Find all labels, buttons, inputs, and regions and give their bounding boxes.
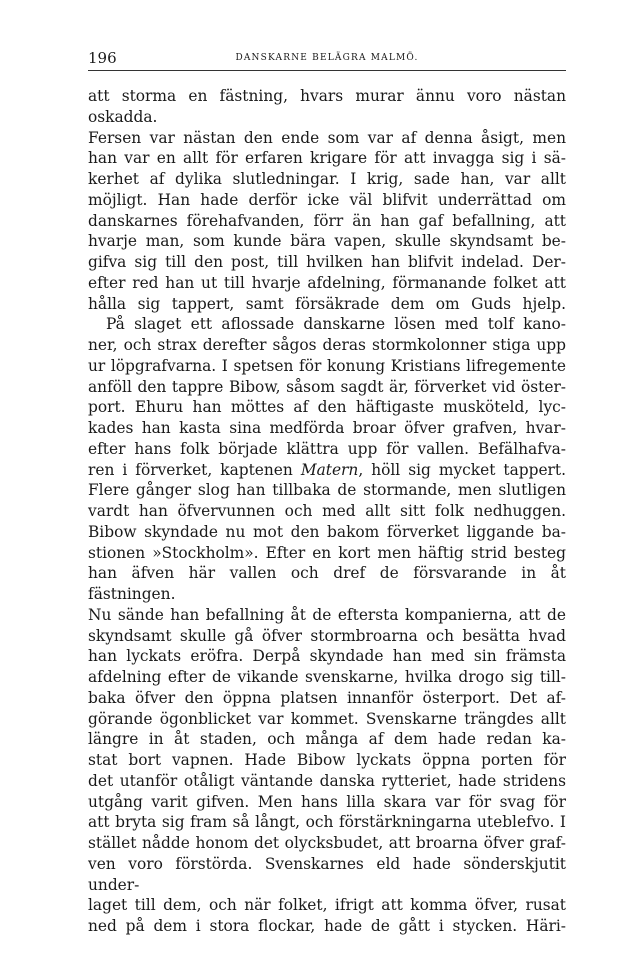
text-line bbox=[88, 294, 566, 315]
line-text: görande ögonblicket var kommet. Svenskarne trängdes allt bbox=[88, 709, 566, 728]
text-line bbox=[88, 439, 566, 460]
text-line bbox=[88, 605, 566, 626]
text-line bbox=[88, 356, 566, 377]
line-text: kades han kasta sina medförda broar öfver grafven, hvar- bbox=[88, 419, 566, 437]
text-line bbox=[88, 397, 566, 418]
line-text: , höll sig mycket tappert. bbox=[358, 460, 566, 479]
line-text: baka öfver den öppna platsen innanför österport. Det af- bbox=[88, 688, 566, 707]
text-line bbox=[88, 833, 566, 854]
line-text: ner, och strax derefter sågos deras stormkolonner stiga upp bbox=[88, 336, 566, 354]
line-text: att bryta sig fram så långt, och förstärkningarna uteblefvo. I bbox=[88, 813, 566, 832]
line-text: vardt han öfvervunnen och med allt sitt folk nedhuggen. bbox=[88, 502, 566, 520]
page-number: 196 bbox=[88, 49, 117, 67]
line-text: efter red han ut till hvarje afdelning, förmanande folket att bbox=[88, 273, 566, 292]
line-text: ned på dem i stora flockar, hade de gått i stycken. Häri- bbox=[88, 917, 566, 935]
text-line bbox=[88, 148, 566, 169]
text-line bbox=[88, 86, 566, 128]
running-head bbox=[88, 48, 566, 71]
line-text: Bibow skyndade nu mot den bakom förverket liggande ba- bbox=[88, 522, 566, 541]
body-text bbox=[88, 86, 566, 937]
line-text: det utanför otåligt väntande danska rytteriet, hade stridens bbox=[88, 771, 566, 790]
line-text: gifva sig till den post, till hvilken han blifvit indelad. Der- bbox=[88, 253, 566, 271]
text-line bbox=[88, 895, 566, 916]
text-line bbox=[88, 169, 566, 190]
book-page bbox=[88, 48, 566, 937]
text-line bbox=[88, 190, 566, 211]
line-text: kerhet af dylika slutledningar. I krig, sade han, var allt bbox=[88, 170, 566, 188]
text-line bbox=[88, 501, 566, 522]
line-text: han var en allt för erfaren krigare för att invagga sig i sä- bbox=[88, 149, 566, 168]
text-line bbox=[88, 314, 566, 335]
line-text: hvarje man, som kunde bära vapen, skulle skyndsamt be- bbox=[88, 232, 566, 251]
text-line bbox=[88, 667, 566, 688]
line-text: möjligt. Han hade derför icke väl blifvit underrättad om bbox=[88, 190, 566, 209]
text-line bbox=[88, 273, 566, 294]
line-text: Fersen var nästan den ende som var af denna åsigt, men bbox=[88, 128, 566, 147]
line-text: han lyckats eröfra. Derpå skyndade han med sin främsta bbox=[88, 647, 566, 666]
line-text: Flere gånger slog han tillbaka de stormande, men slutligen bbox=[88, 481, 566, 500]
line-text: skyndsamt skulle gå öfver stormbroarna och besätta hvad bbox=[88, 626, 566, 645]
text-line bbox=[88, 812, 566, 833]
text-line bbox=[88, 646, 566, 667]
text-line bbox=[88, 543, 566, 564]
line-text: ur löpgrafvarna. I spetsen för konung Kristians lifregemente bbox=[88, 356, 566, 375]
text-line bbox=[88, 522, 566, 543]
text-line bbox=[88, 335, 566, 356]
line-text: ren i förverket, kaptenen bbox=[88, 460, 301, 479]
line-text: Nu sände han befallning åt de eftersta kompanierna, att de bbox=[88, 605, 566, 624]
line-text: ven voro förstörda. Svenskarnes eld hade sönderskjutit under- bbox=[88, 854, 566, 894]
line-text: hålla sig tappert, samt försäkrade dem om Guds hjelp. bbox=[88, 294, 566, 313]
text-line bbox=[88, 750, 566, 771]
line-text: stat bort vapnen. Hade Bibow lyckats öppna porten för bbox=[88, 751, 566, 769]
text-line bbox=[88, 709, 566, 730]
line-text: port. Ehuru han möttes af den häftigaste musköteld, lyc- bbox=[88, 398, 566, 417]
text-line bbox=[88, 916, 566, 937]
line-text: att storma en fästning, hvars murar ännu voro nästan oskadda. bbox=[88, 87, 566, 126]
text-line bbox=[88, 252, 566, 273]
text-line bbox=[88, 563, 566, 605]
text-line bbox=[88, 231, 566, 252]
text-line bbox=[88, 460, 566, 481]
text-line bbox=[88, 771, 566, 792]
line-text: laget till dem, och när folket, ifrigt att komma öfver, rusat bbox=[88, 896, 566, 915]
line-text: efter hans folk började klättra upp för vallen. Befälhafva- bbox=[88, 439, 566, 458]
line-text: På slaget ett aflossade danskarne lösen med tolf kano- bbox=[106, 315, 566, 334]
text-line bbox=[88, 854, 566, 896]
line-text: danskarnes förehafvanden, förr än han gaf befallning, att bbox=[88, 211, 566, 230]
text-line bbox=[88, 480, 566, 501]
text-line bbox=[88, 792, 566, 813]
line-text: anföll den tappre Bibow, såsom sagdt är, förverket vid öster- bbox=[88, 377, 566, 396]
line-text: afdelning efter de vikande svenskarne, hvilka drogo sig till- bbox=[88, 668, 566, 686]
text-line bbox=[88, 211, 566, 232]
text-line bbox=[88, 688, 566, 709]
line-text: stionen »Stockholm». Efter en kort men häftig strid besteg bbox=[88, 543, 566, 562]
line-text: längre in åt staden, och många af dem hade redan ka- bbox=[88, 730, 566, 749]
line-text: han äfven här vallen och dref de försvarande in åt fästningen. bbox=[88, 564, 566, 603]
text-line bbox=[88, 626, 566, 647]
text-line bbox=[88, 128, 566, 149]
line-text: utgång varit gifven. Men hans lilla skara var för svag för bbox=[88, 792, 566, 811]
text-line bbox=[88, 377, 566, 398]
text-line bbox=[88, 418, 566, 439]
line-text: stället nådde honom det olycksbudet, att broarna öfver graf- bbox=[88, 834, 566, 852]
running-title: DANSKARNE BELÄGRA MALMÖ. bbox=[235, 53, 419, 63]
text-line bbox=[88, 729, 566, 750]
italic-name: Matern bbox=[300, 460, 359, 479]
